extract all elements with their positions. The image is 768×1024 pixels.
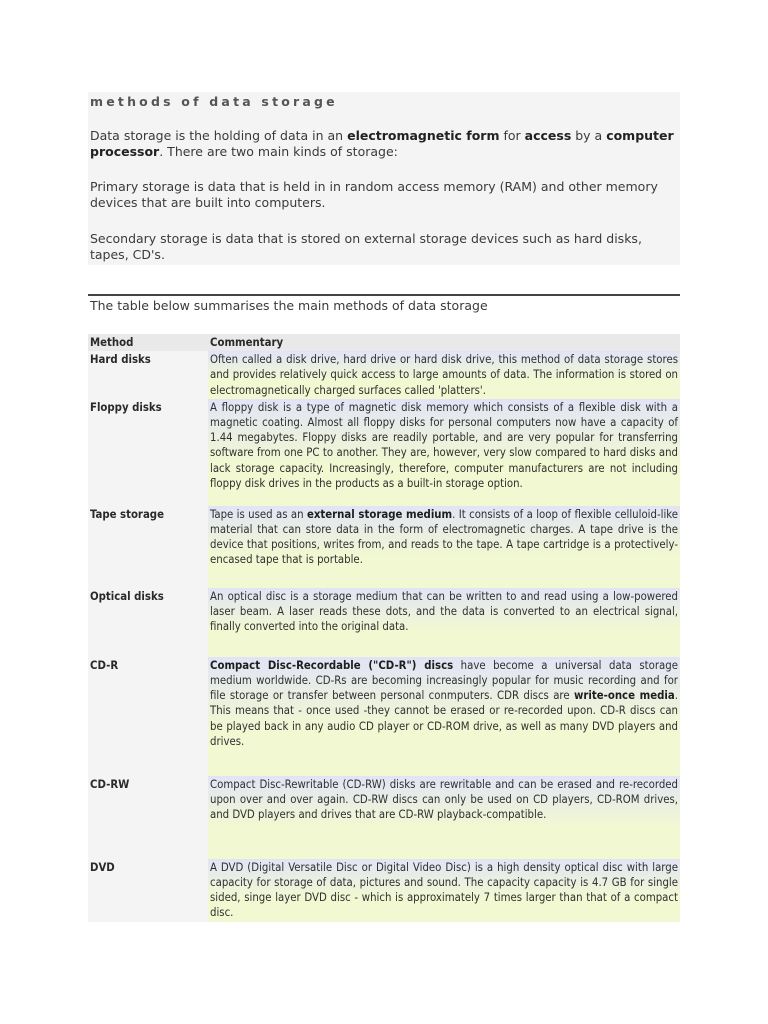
commentary-cell: A DVD (Digital Versatile Disc or Digital Video Disc) is a high density optical disc with large capacity for storage of data, pictures and sound. The capacity capacity is 4.7 GB for single sided, singe layer DVD disc - which is approximately 7 times larger than that of a compact disc. — [208, 859, 680, 922]
commentary-cell: Compact Disc-Rewritable (CD-RW) disks are rewritable and can be erased and re-recorded upon over and over again. CD-RW discs can only be used on CD players, CD-ROM drives, and DVD players and drives that are CD-RW playback-compatible. — [208, 776, 680, 859]
table-row — [88, 506, 680, 588]
commentary-cell: Often called a disk drive, hard drive or hard disk drive, this method of data storage stores and provides relatively quick access to large amounts of data. The information is stored on electromagnetically charged surfaces called 'platters'. — [208, 351, 680, 399]
intro-paragraph-1: Data storage is the holding of data in an electromagnetic form for access by a computer processor. There are two main kinds of storage: — [90, 128, 674, 159]
method-cell: DVD — [88, 859, 208, 922]
page-title: methods of data storage — [90, 94, 338, 109]
section-divider — [88, 294, 680, 296]
table-row — [88, 588, 680, 657]
commentary-cell: A floppy disk is a type of magnetic disk memory which consists of a flexible disk with a magnetic coating. Almost all floppy disks for personal computers now have a capacity of 1.44 megabytes. Floppy disks are readily portable, and are very popular for transferring software from one PC to another. They are, however, very slow compared to hard disks and lack storage capacity. Increasingly, therefore, computer manufacturers are not including floppy disk drives in the products as a built-in storage option. — [208, 399, 680, 506]
method-cell: Floppy disks — [88, 399, 208, 506]
method-cell: Optical disks — [88, 588, 208, 657]
column-header-commentary: Commentary — [208, 334, 680, 351]
table-header-row — [88, 334, 680, 351]
table-row — [88, 657, 680, 776]
intro-paragraph-3: Secondary storage is data that is stored on external storage devices such as hard disks, tapes, CD's. — [90, 231, 642, 262]
table-row — [88, 776, 680, 859]
commentary-cell: Compact Disc-Recordable ("CD-R") discs have become a universal data storage medium worldwide. CD-Rs are becoming increasingly popular for music recording and for file storage or transfer between personal conmputers. CDR discs are write-once media. This means that - once used -they cannot be erased or re-recorded upon. CD-R discs can be played back in any audio CD player or CD-ROM drive, as well as many DVD players and drives. — [208, 657, 680, 776]
table-caption: The table below summarises the main methods of data storage — [90, 298, 488, 313]
column-header-method: Method — [88, 334, 208, 351]
intro-panel — [88, 92, 680, 265]
method-cell: Hard disks — [88, 351, 208, 399]
table-row — [88, 351, 680, 399]
method-cell: Tape storage — [88, 506, 208, 588]
commentary-cell: Tape is used as an external storage medium. It consists of a loop of flexible celluloid-like material that can store data in the form of electromagnetic charges. A tape drive is the device that positions, writes from, and reads to the tape. A tape cartridge is a protectively-encased tape that is portable. — [208, 506, 680, 588]
table-row — [88, 399, 680, 506]
intro-paragraph-2: Primary storage is data that is held in in random access memory (RAM) and other memory devices that are built into computers. — [90, 179, 658, 210]
table-row — [88, 859, 680, 922]
method-cell: CD-R — [88, 657, 208, 776]
storage-methods-table — [88, 334, 680, 922]
commentary-cell: An optical disc is a storage medium that can be written to and read using a low-powered laser beam. A laser reads these dots, and the data is converted to an electrical signal, finally converted into the original data. — [208, 588, 680, 657]
method-cell: CD-RW — [88, 776, 208, 859]
